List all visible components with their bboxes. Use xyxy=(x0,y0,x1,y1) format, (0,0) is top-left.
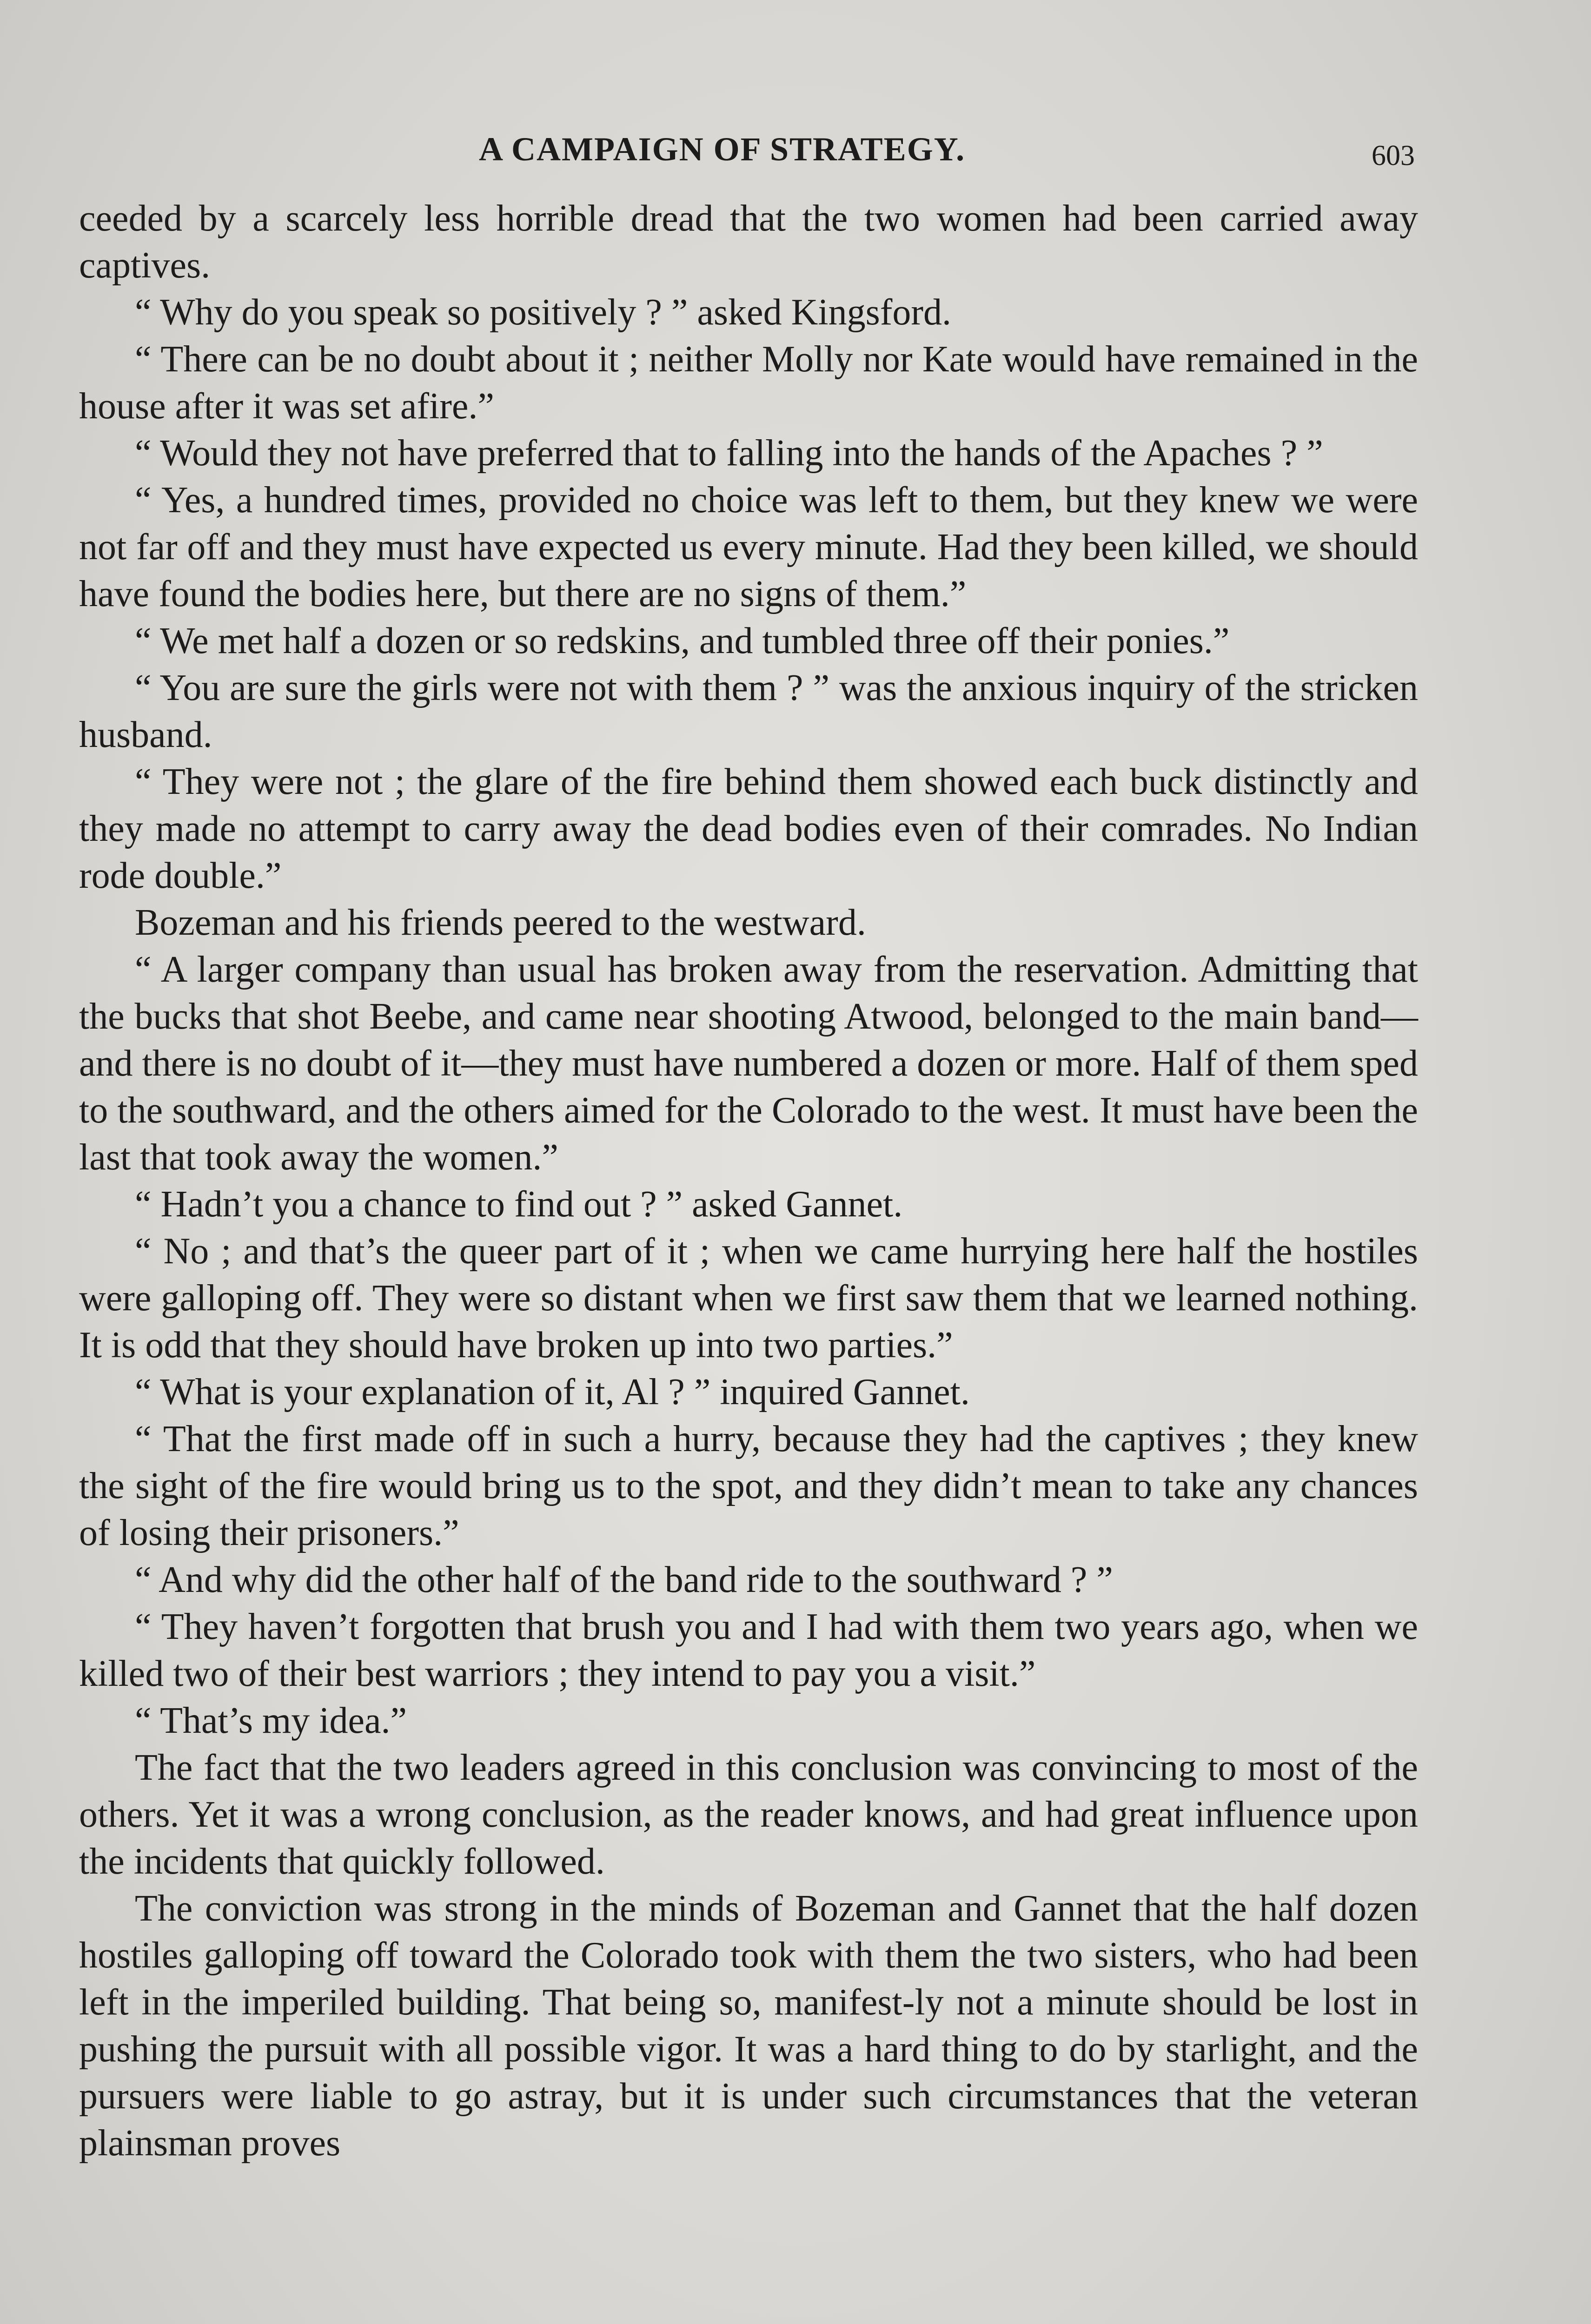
body-text xyxy=(79,195,1418,2167)
chapter-title: A CAMPAIGN OF STRATEGY. xyxy=(479,131,966,168)
paragraph: “ Hadn’t you a chance to find out ? ” asked Gannet. xyxy=(135,1184,903,1225)
paragraph: “ Why do you speak so positively ? ” asked Kingsford. xyxy=(135,292,951,333)
paragraph: “ What is your explanation of it, Al ? ” inquired Gannet. xyxy=(135,1372,970,1413)
paragraph: “ Would they not have preferred that to falling into the hands of the Apaches ? ” xyxy=(135,433,1323,474)
paragraph: “ That’s my idea.” xyxy=(135,1700,407,1741)
paragraph: “ A larger company than usual has broken away from the reservation. Admitting that the bucks that shot Beebe, and came near shooting Atwood, belonged to the main band—and there is no doubt of it—they must have numbered a dozen or more. Half of them sped to the southward, and the others aimed for the Colorado to the west. It must have been the last that took away the women.” xyxy=(79,949,1418,1178)
paragraph: “ We met half a dozen or so redskins, and tumbled three off their ponies.” xyxy=(135,621,1230,661)
paragraph: “ You are sure the girls were not with them ? ” was the anxious inquiry of the stricken husband. xyxy=(79,667,1418,755)
paragraph: The fact that the two leaders agreed in this conclusion was convincing to most of the others. Yet it was a wrong conclusion, as the reader knows, and had great influence upon the incidents that quickly followed. xyxy=(79,1747,1418,1882)
page-number: 603 xyxy=(1372,140,1415,172)
paragraph: “ They haven’t forgotten that brush you and I had with them two years ago, when we killed two of their best warriors ; they intend to pay you a visit.” xyxy=(79,1606,1418,1694)
paragraph: “ Yes, a hundred times, provided no choice was left to them, but they knew we were not far off and they must have expected us every minute. Had they been killed, we should have found the bodies here, but there are no signs of them.” xyxy=(79,480,1418,614)
paragraph: The conviction was strong in the minds of Bozeman and Gannet that the half dozen hostiles galloping off toward the Colorado took with them the two sisters, who had been left in the imperiled building. That being so, manifest-ly not a minute should be lost in pushing the pursuit with all possible vigor. It was a hard thing to do by starlight, and the pursuers were liable to go astray, but it is under such circumstances that the veteran plainsman proves xyxy=(79,1888,1418,2164)
paragraph: “ No ; and that’s the queer part of it ; when we came hurrying here half the hostiles were galloping off. They were so distant when we first saw them that we learned nothing. It is odd that they should have broken up into two parties.” xyxy=(79,1231,1418,1366)
paragraph: “ They were not ; the glare of the fire behind them showed each buck distinctly and they made no attempt to carry away the dead bodies even of their comrades. No Indian rode double.” xyxy=(79,761,1418,896)
paragraph: Bozeman and his friends peered to the westward. xyxy=(135,902,866,943)
paragraph: ceeded by a scarcely less horrible dread that the two women had been carried away captives. xyxy=(79,198,1418,286)
paragraph: “ That the first made off in such a hurry, because they had the captives ; they knew the sight of the fire would bring us to the spot, and they didn’t mean to take any chances of losing their prisoners.” xyxy=(79,1419,1418,1553)
running-head xyxy=(0,130,1591,177)
paragraph: “ And why did the other half of the band ride to the southward ? ” xyxy=(135,1559,1113,1600)
paragraph: “ There can be no doubt about it ; neither Molly nor Kate would have remained in the house after it was set afire.” xyxy=(79,339,1418,427)
